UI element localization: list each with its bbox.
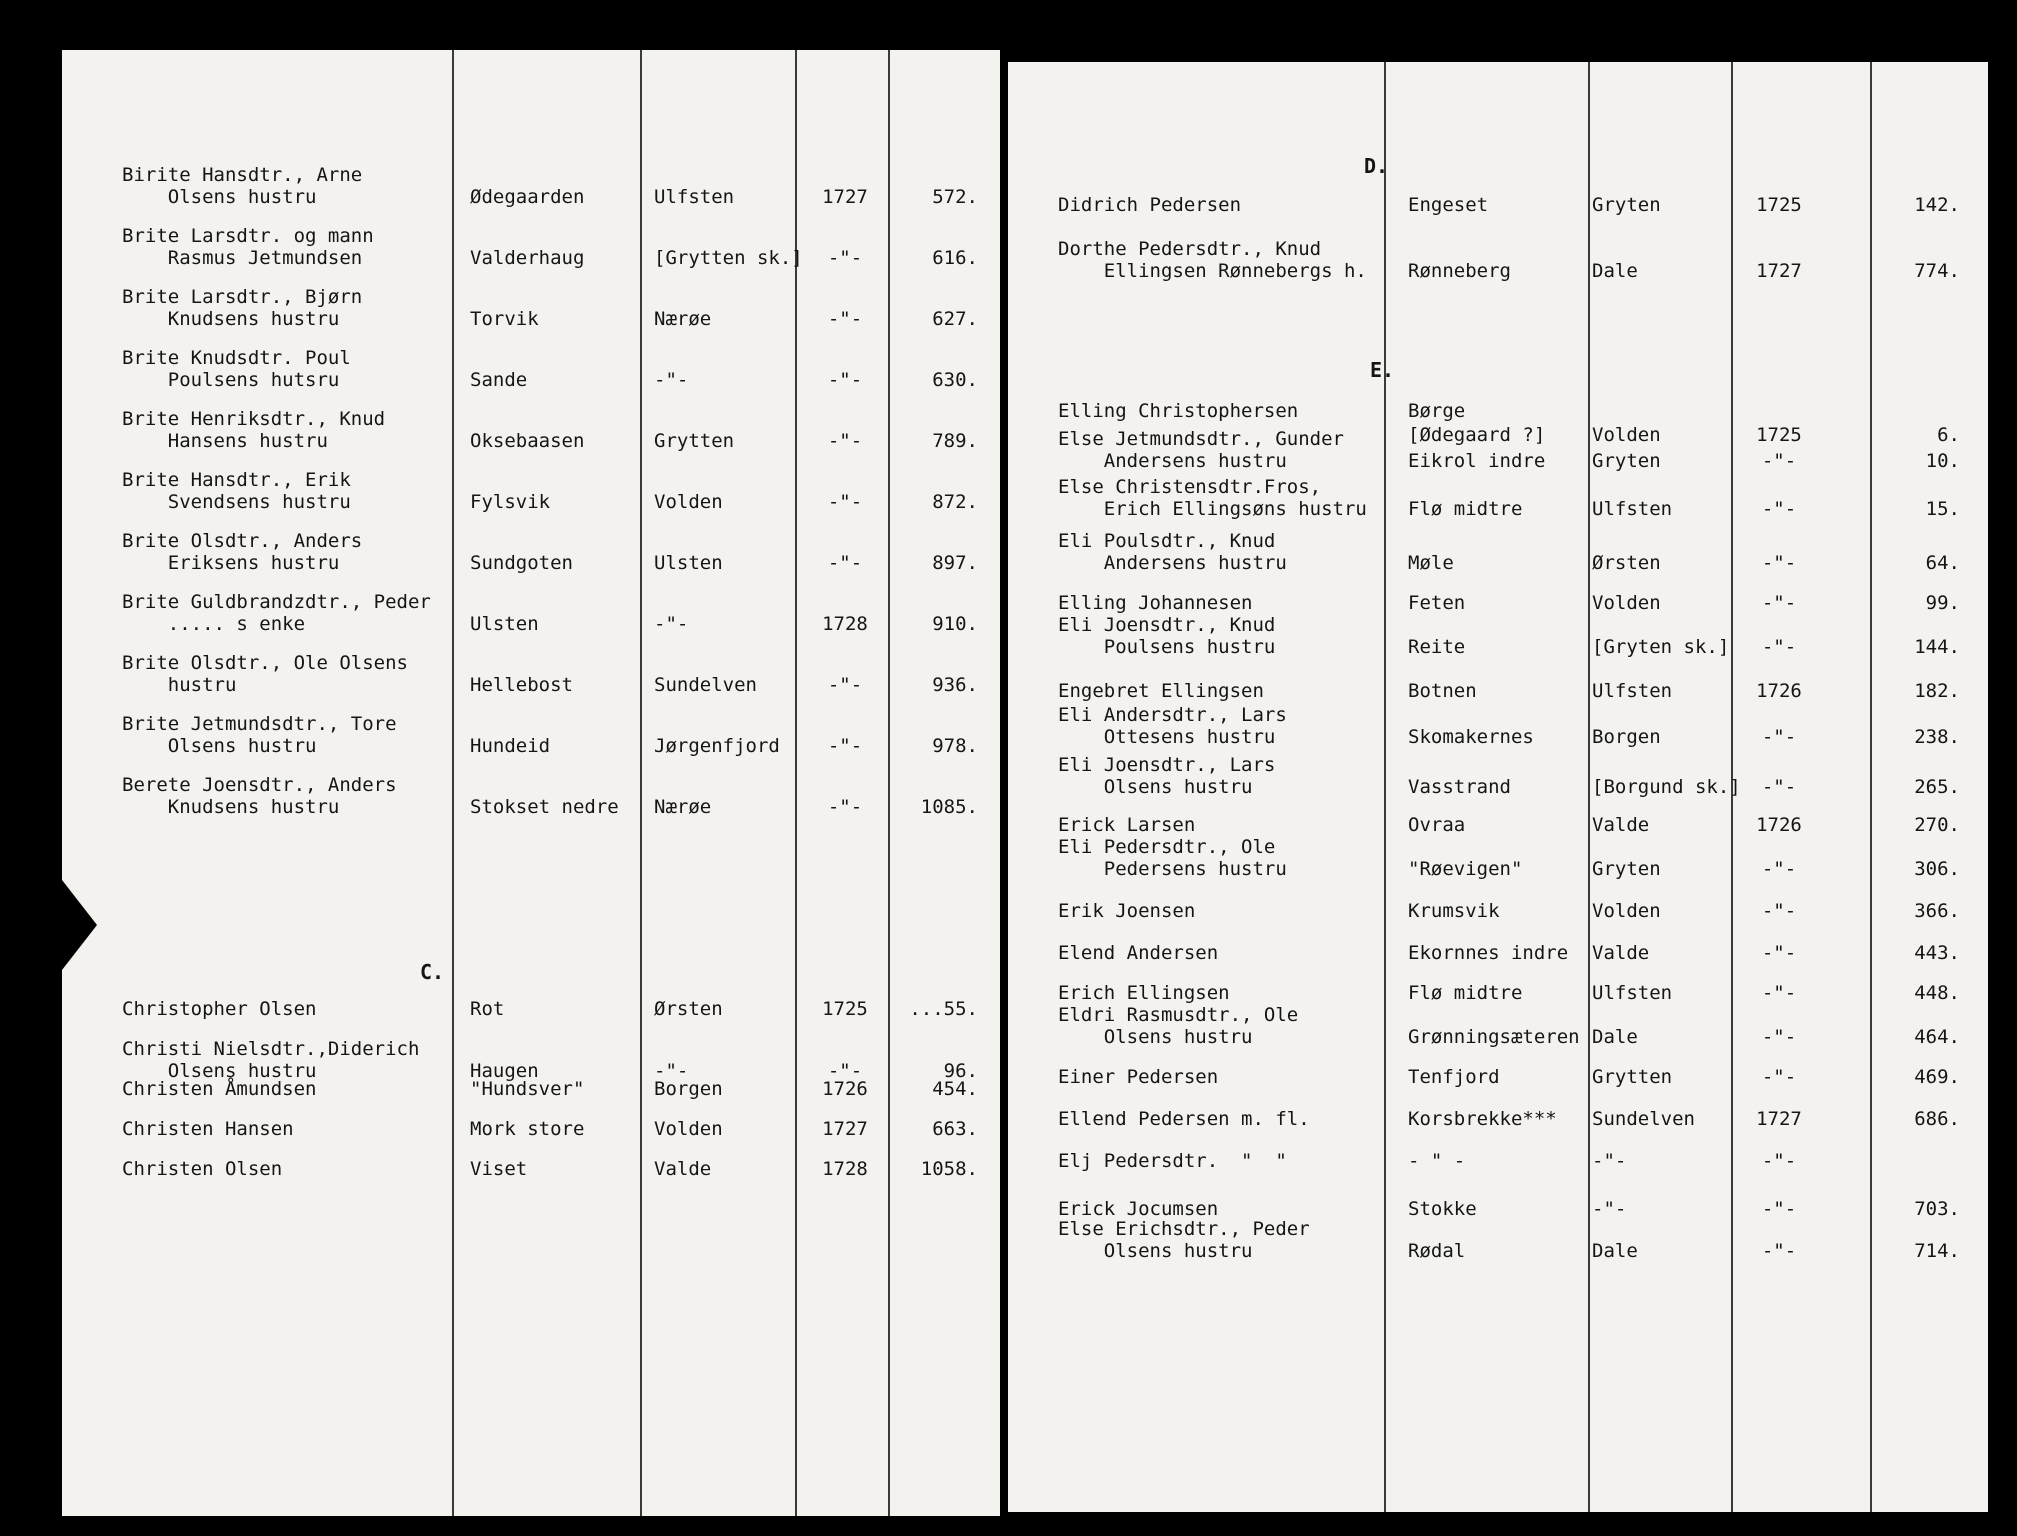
entry-year: -"- xyxy=(1761,776,1797,798)
entry-parish: Nærøe xyxy=(654,796,712,818)
entry-name: Erik Joensen xyxy=(1058,900,1196,922)
entry-number: 265. xyxy=(1914,776,1960,798)
entry-parish: Ulfsten xyxy=(654,186,735,208)
column-rule xyxy=(1384,62,1386,1512)
entry-number: 663. xyxy=(932,1118,978,1140)
entry-name: Elj Pedersdtr. " " xyxy=(1058,1150,1287,1172)
entry-name: Didrich Pedersen xyxy=(1058,194,1242,216)
entry-name: Christen Åmundsen xyxy=(122,1078,317,1100)
entry-parish: Sundelven xyxy=(1592,1108,1695,1130)
entry-year: -"- xyxy=(1761,1240,1797,1262)
entry-number: 872. xyxy=(932,491,978,513)
entry-parish: Borgen xyxy=(1592,726,1661,748)
entry-year: -"- xyxy=(1761,1198,1797,1220)
entry-farm: Flø midtre xyxy=(1408,498,1523,520)
entry-name: Elling Johannesen xyxy=(1058,592,1253,614)
right-page xyxy=(1008,62,1988,1512)
entry-name: Eli Andersdtr., Lars xyxy=(1058,704,1287,726)
entry-number: 572. xyxy=(932,186,978,208)
entry-year: 1725 xyxy=(822,998,868,1020)
entry-farm: Reite xyxy=(1408,636,1466,658)
entry-name: Einer Pedersen xyxy=(1058,1066,1219,1088)
entry-number: 1058. xyxy=(920,1158,978,1180)
entry-farm: Krumsvik xyxy=(1408,900,1500,922)
entry-year: -"- xyxy=(827,552,863,574)
entry-farm: Grønningsæteren xyxy=(1408,1026,1580,1048)
entry-farm: Stokset nedre xyxy=(470,796,619,818)
entry-year: -"- xyxy=(1761,592,1797,614)
entry-parish: [Borgund sk.] xyxy=(1592,776,1741,798)
entry-parish: Ørsten xyxy=(1592,552,1661,574)
entry-farm: "Hundsver" xyxy=(470,1078,585,1100)
column-rule xyxy=(1588,62,1590,1512)
entry-number: 144. xyxy=(1914,636,1960,658)
entry-name: Christopher Olsen xyxy=(122,998,317,1020)
entry-name: Poulsens hutsru xyxy=(122,369,340,391)
entry-parish: Dale xyxy=(1592,1240,1638,1262)
entry-parish: Volden xyxy=(654,491,723,513)
entry-name: Knudsens hustru xyxy=(122,308,340,330)
entry-name: Ottesens hustru xyxy=(1058,726,1276,748)
entry-name: Brite Hansdtr., Erik xyxy=(122,469,351,491)
entry-number: 96. xyxy=(943,1060,978,1082)
entry-farm: Hellebost xyxy=(470,674,573,696)
entry-number: 910. xyxy=(932,613,978,635)
entry-name: Eriksens hustru xyxy=(122,552,340,574)
entry-number: 64. xyxy=(1925,552,1960,574)
entry-number: 789. xyxy=(932,430,978,452)
entry-name: Brite Jetmundsdtr., Tore xyxy=(122,713,397,735)
entry-year: 1728 xyxy=(822,613,868,635)
entry-name: Olsens hustru xyxy=(122,186,317,208)
entry-farm: Børge xyxy=(1408,400,1466,422)
entry-farm: Viset xyxy=(470,1158,528,1180)
entry-number: 627. xyxy=(932,308,978,330)
column-rule xyxy=(1870,62,1872,1512)
entry-parish: Volden xyxy=(654,1118,723,1140)
entry-number: 714. xyxy=(1914,1240,1960,1262)
entry-number: 306. xyxy=(1914,858,1960,880)
entry-year: -"- xyxy=(1761,982,1797,1004)
entry-year: 1727 xyxy=(1756,260,1802,282)
entry-name: Christen Hansen xyxy=(122,1118,294,1140)
column-rule xyxy=(640,50,642,1516)
entry-year: -"- xyxy=(827,796,863,818)
entry-name: Else Erichsdtr., Peder xyxy=(1058,1218,1310,1240)
entry-year: -"- xyxy=(1761,1150,1797,1172)
left-page xyxy=(62,50,1000,1516)
entry-name: Andersens hustru xyxy=(1058,450,1287,472)
entry-name: Else Jetmundsdtr., Gunder xyxy=(1058,428,1344,450)
entry-name: Berete Joensdtr., Anders xyxy=(122,774,397,796)
entry-number: 774. xyxy=(1914,260,1960,282)
entry-farm: Skomakernes xyxy=(1408,726,1534,748)
entry-year: -"- xyxy=(1761,552,1797,574)
entry-number: 10. xyxy=(1925,450,1960,472)
entry-name: Brite Knudsdtr. Poul xyxy=(122,347,351,369)
entry-year: 1725 xyxy=(1756,194,1802,216)
entry-year: 1728 xyxy=(822,1158,868,1180)
entry-parish: Volden xyxy=(1592,424,1661,446)
entry-year: -"- xyxy=(827,430,863,452)
entry-name: Eli Poulsdtr., Knud xyxy=(1058,530,1276,552)
entry-farm: Stokke xyxy=(1408,1198,1477,1220)
entry-parish: [Grytten sk.] xyxy=(654,247,803,269)
entry-name: Olsens hustru xyxy=(122,735,317,757)
entry-name: Birite Hansdtr., Arne xyxy=(122,164,363,186)
entry-name: Christi Nielsdtr.,Diderich xyxy=(122,1038,420,1060)
entry-year: -"- xyxy=(1761,498,1797,520)
entry-farm: Rønneberg xyxy=(1408,260,1511,282)
entry-parish: -"- xyxy=(1592,1198,1627,1220)
entry-name: Olsens hustru xyxy=(1058,1240,1253,1262)
entry-parish: [Gryten sk.] xyxy=(1592,636,1730,658)
entry-farm: Flø midtre xyxy=(1408,982,1523,1004)
column-rule xyxy=(452,50,454,1516)
entry-year: 1726 xyxy=(1756,680,1802,702)
entry-name: Svendsens hustru xyxy=(122,491,351,513)
entry-parish: -"- xyxy=(654,1060,689,1082)
entry-year: -"- xyxy=(827,674,863,696)
entry-number: 686. xyxy=(1914,1108,1960,1130)
entry-year: -"- xyxy=(827,735,863,757)
entry-number: 616. xyxy=(932,247,978,269)
entry-farm: Ødegaarden xyxy=(470,186,585,208)
entry-year: -"- xyxy=(1761,942,1797,964)
entry-farm: Ovraa xyxy=(1408,814,1466,836)
entry-year: -"- xyxy=(827,491,863,513)
entry-name: hustru xyxy=(122,674,237,696)
entry-name: Eldri Rasmusdtr., Ole xyxy=(1058,1004,1299,1026)
entry-name: Hansens hustru xyxy=(122,430,328,452)
entry-year: -"- xyxy=(1761,636,1797,658)
entry-parish: Ørsten xyxy=(654,998,723,1020)
entry-name: Eli Joensdtr., Lars xyxy=(1058,754,1276,776)
column-rule xyxy=(888,50,890,1516)
entry-name: Ellingsen Rønnebergs h. xyxy=(1058,260,1367,282)
entry-farm: Rot xyxy=(470,998,505,1020)
entry-farm: Hundeid xyxy=(470,735,551,757)
entry-name: Brite Olsdtr., Anders xyxy=(122,530,363,552)
entry-name: Ellend Pedersen m. fl. xyxy=(1058,1108,1310,1130)
column-rule xyxy=(795,50,797,1516)
entry-year: -"- xyxy=(827,369,863,391)
entry-parish: Volden xyxy=(1592,900,1661,922)
entry-farm: Ekornnes indre xyxy=(1408,942,1569,964)
entry-farm: Vasstrand xyxy=(1408,776,1511,798)
entry-number: 142. xyxy=(1914,194,1960,216)
entry-number: 936. xyxy=(932,674,978,696)
entry-name: Erick Jocumsen xyxy=(1058,1198,1219,1220)
entry-name: Else Christensdtr.Fros, xyxy=(1058,476,1322,498)
entry-name: Olsens hustru xyxy=(1058,776,1253,798)
entry-farm: Botnen xyxy=(1408,680,1477,702)
entry-farm: - " - xyxy=(1408,1150,1466,1172)
entry-farm: Møle xyxy=(1408,552,1454,574)
entry-farm: Ulsten xyxy=(470,613,539,635)
entry-year: -"- xyxy=(1761,726,1797,748)
entry-farm: Haugen xyxy=(470,1060,539,1082)
entry-name: Rasmus Jetmundsen xyxy=(122,247,363,269)
entry-name: Brite Olsdtr., Ole Olsens xyxy=(122,652,408,674)
entry-parish: Ulfsten xyxy=(1592,498,1673,520)
entry-parish: Gryten xyxy=(1592,450,1661,472)
entry-year: -"- xyxy=(827,247,863,269)
section-letter-d: D. xyxy=(1364,154,1389,178)
section-letter-c: C. xyxy=(420,960,445,984)
entry-name: Brite Larsdtr., Bjørn xyxy=(122,286,363,308)
entry-parish: Borgen xyxy=(654,1078,723,1100)
entry-parish: Dale xyxy=(1592,260,1638,282)
entry-farm: Fylsvik xyxy=(470,491,551,513)
entry-year: -"- xyxy=(1761,858,1797,880)
entry-parish: Valde xyxy=(1592,814,1650,836)
entry-name: Olsens hustru xyxy=(122,1060,317,1082)
entry-parish: Gryten xyxy=(1592,194,1661,216)
entry-name: Elend Andersen xyxy=(1058,942,1219,964)
entry-name: Poulsens hustru xyxy=(1058,636,1276,658)
entry-number: 978. xyxy=(932,735,978,757)
entry-parish: Sundelven xyxy=(654,674,757,696)
entry-parish: -"- xyxy=(654,613,689,635)
entry-year: 1726 xyxy=(822,1078,868,1100)
entry-parish: Volden xyxy=(1592,592,1661,614)
entry-number: 464. xyxy=(1914,1026,1960,1048)
entry-farm: Rødal xyxy=(1408,1240,1466,1262)
entry-name: Erick Larsen xyxy=(1058,814,1196,836)
entry-year: 1726 xyxy=(1756,814,1802,836)
entry-farm: [Ødegaard ?] xyxy=(1408,424,1546,446)
entry-number: 469. xyxy=(1914,1066,1960,1088)
entry-number: 99. xyxy=(1925,592,1960,614)
entry-parish: -"- xyxy=(654,369,689,391)
entry-parish: Gryten xyxy=(1592,858,1661,880)
entry-name: Christen Olsen xyxy=(122,1158,283,1180)
entry-number: 366. xyxy=(1914,900,1960,922)
entry-name: Engebret Ellingsen xyxy=(1058,680,1264,702)
entry-name: Brite Guldbrandzdtr., Peder xyxy=(122,591,431,613)
entry-parish: -"- xyxy=(1592,1150,1627,1172)
entry-number: 1085. xyxy=(920,796,978,818)
entry-number: 448. xyxy=(1914,982,1960,1004)
entry-parish: Grytten xyxy=(1592,1066,1673,1088)
entry-number: ...55. xyxy=(909,998,978,1020)
entry-year: 1727 xyxy=(822,1118,868,1140)
entry-parish: Nærøe xyxy=(654,308,712,330)
entry-farm: Oksebaasen xyxy=(470,430,585,452)
entry-farm: Torvik xyxy=(470,308,539,330)
entry-name: Eli Joensdtr., Knud xyxy=(1058,614,1276,636)
entry-farm: Eikrol indre xyxy=(1408,450,1546,472)
entry-name: Olsens hustru xyxy=(1058,1026,1253,1048)
entry-name: ..... s enke xyxy=(122,613,306,635)
entry-name: Erich Ellingsen xyxy=(1058,982,1230,1004)
entry-year: -"- xyxy=(1761,900,1797,922)
entry-parish: Ulfsten xyxy=(1592,982,1673,1004)
entry-farm: Sande xyxy=(470,369,528,391)
entry-number: 897. xyxy=(932,552,978,574)
entry-farm: Valderhaug xyxy=(470,247,585,269)
entry-farm: Sundgoten xyxy=(470,552,573,574)
entry-name: Eli Pedersdtr., Ole xyxy=(1058,836,1276,858)
entry-name: Andersens hustru xyxy=(1058,552,1287,574)
entry-parish: Valde xyxy=(654,1158,712,1180)
entry-number: 630. xyxy=(932,369,978,391)
entry-farm: Engeset xyxy=(1408,194,1489,216)
entry-year: -"- xyxy=(1761,1066,1797,1088)
entry-year: -"- xyxy=(827,308,863,330)
entry-year: 1725 xyxy=(1756,424,1802,446)
entry-farm: "Røevigen" xyxy=(1408,858,1523,880)
entry-parish: Jørgenfjord xyxy=(654,735,780,757)
entry-year: -"- xyxy=(1761,1026,1797,1048)
entry-name: Erich Ellingsøns hustru xyxy=(1058,498,1367,520)
entry-parish: Ulfsten xyxy=(1592,680,1673,702)
entry-name: Pedersens hustru xyxy=(1058,858,1287,880)
entry-year: -"- xyxy=(827,1060,863,1082)
entry-number: 15. xyxy=(1925,498,1960,520)
entry-name: Dorthe Pedersdtr., Knud xyxy=(1058,238,1322,260)
entry-parish: Valde xyxy=(1592,942,1650,964)
entry-name: Brite Henriksdtr., Knud xyxy=(122,408,386,430)
entry-name: Elling Christophersen xyxy=(1058,400,1299,422)
entry-farm: Mork store xyxy=(470,1118,585,1140)
entry-farm: Feten xyxy=(1408,592,1466,614)
section-letter-e: E. xyxy=(1370,358,1395,382)
entry-farm: Korsbrekke*** xyxy=(1408,1108,1557,1130)
entry-number: 703. xyxy=(1914,1198,1960,1220)
entry-number: 238. xyxy=(1914,726,1960,748)
entry-farm: Tenfjord xyxy=(1408,1066,1500,1088)
entry-parish: Dale xyxy=(1592,1026,1638,1048)
entry-number: 270. xyxy=(1914,814,1960,836)
entry-number: 182. xyxy=(1914,680,1960,702)
entry-name: Brite Larsdtr. og mann xyxy=(122,225,374,247)
entry-parish: Grytten xyxy=(654,430,735,452)
entry-number: 443. xyxy=(1914,942,1960,964)
entry-parish: Ulsten xyxy=(654,552,723,574)
entry-year: 1727 xyxy=(1756,1108,1802,1130)
entry-number: 6. xyxy=(1937,424,1960,446)
entry-name: Knudsens hustru xyxy=(122,796,340,818)
entry-year: -"- xyxy=(1761,450,1797,472)
entry-number: 454. xyxy=(932,1078,978,1100)
entry-year: 1727 xyxy=(822,186,868,208)
